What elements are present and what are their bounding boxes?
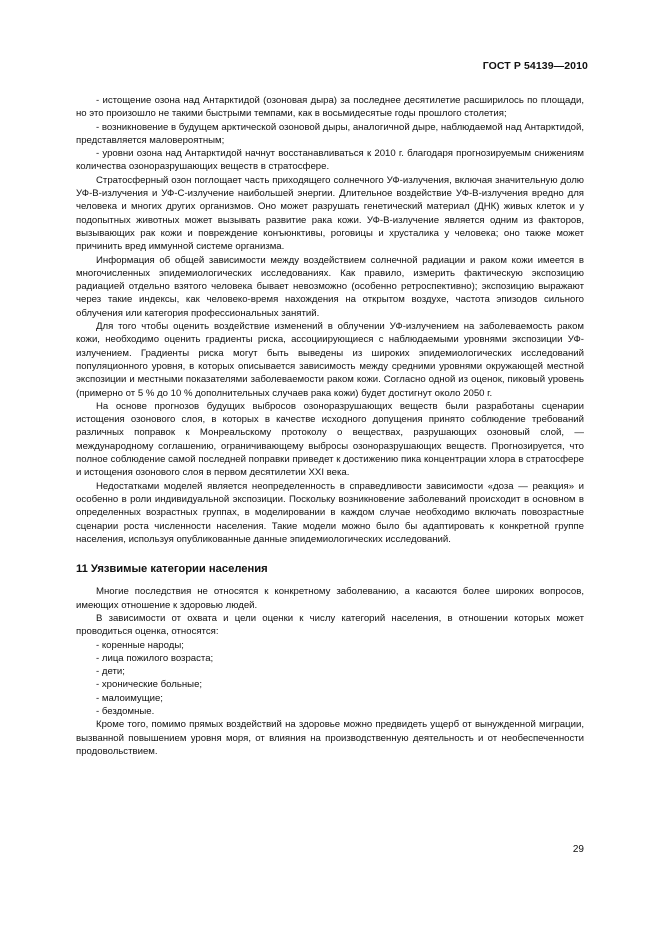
document-header-standard-id: ГОСТ Р 54139—2010 (482, 60, 588, 72)
paragraph-section-intro-1: Многие последствия не относятся к конкретному заболеванию, а касаются более широких вопросов, имеющих отношение к здоровью людей. (76, 586, 584, 611)
paragraph-arctic-hole: - возникновение в будущем арктической озоновой дыры, аналогичной дыре, наблюдаемой над Антарктидой, представляется маловероятным; (76, 121, 584, 146)
paragraph-depletion-scenarios: На основе прогнозов будущих выбросов озоноразрушающих веществ были разработаны сценарии истощения озонового слоя, в которых в качестве исходного допущения принято соблюдение требований различных поправок к Монреальскому протоколу о веществах, разрушающих озоновый слой, — международному соглашению, ограничивающему выбросы озоноразрушающих веществ. Прогнозируется, что полное соблюдение самой последней поправки приведет к достижению пика концентрации хлора в стратосфере и истощения озонового слоя в первом десятилетии XXI века. (76, 400, 584, 479)
paragraph-section-intro-2: В зависимости от охвата и цели оценки к числу категорий населения, в отношении которых может проводиться оценка, относятся: (76, 612, 584, 638)
list-item: - лица пожилого возраста; (96, 652, 214, 664)
paragraph-ozone-antarctic: - истощение озона над Антарктидой (озоновая дыра) за последнее десятилетие расширилось по площади, но это произошло не такими быстрыми темпами, как в восьмидесятые годы прошлого столетия; (76, 95, 584, 120)
page-number: 29 (572, 844, 584, 855)
paragraph-ozone-recovery: - уровни озона над Антарктидой начнут восстанавливаться к 2010 г. благодаря прогнозируемым снижениям количества озоноразрушающих веществ в стратосфере. (76, 148, 584, 173)
list-item: - бездомные. (96, 706, 155, 718)
paragraph-model-limitations: Недостатками моделей является неопределенность в справедливости зависимости «доза — реакция» и особенно в роли индивидуальной экспозиции. Поскольку возникновение заболеваний происходит в основном в определенных возрастных группах, в моделировании в каждом случае необходимо включать повозрастные сценарии роста численности населения. Такие модели можно было бы адаптировать к конкретной группе населения, используя опубликованные данные эпидемиологических исследований. (76, 480, 584, 545)
list-item: - дети; (96, 666, 125, 678)
paragraph-skin-cancer-info: Информация об общей зависимости между воздействием солнечной радиации и раком кожи имеется в многочисленных эпидемиологических исследованиях. Как правило, измерить фактическую экспозицию радиацией отдельно взятого человека бывает невозможно (особенно ретроспективно); экспозицию выражают через такие индексы, как человеко-время нахождения на открытом воздухе, частота эпизодов сильного облучения или категория профессиональных занятий. (76, 254, 584, 319)
vulnerable-groups-list (76, 639, 584, 719)
paragraph-risk-gradients: Для того чтобы оценить воздействие изменений в облучении УФ-излучением на заболеваемость раком кожи, необходимо оценить градиенты риска, ассоциирующиеся с наблюдаемыми уровнями экспозиции УФ-излучением. Градиенты риска могут быть выведены из широких эпидемиологических исследований популяционного уровня, в которых описывается зависимость между средними уровнями окружающей местной экспозиции и местными показателями заболеваемости раком кожи. Согласно одной из оценок, пиковый уровень (примерно от 5 % до 10 % дополнительных случаев рака кожи) будет достигнут около 2050 г. (76, 321, 584, 399)
list-item: - малоимущие; (96, 692, 163, 704)
section-title: 11 Уязвимые категории населения (76, 563, 268, 576)
list-item: - хронические больные; (96, 679, 203, 691)
paragraph-section-outro: Кроме того, помимо прямых воздействий на здоровье можно предвидеть ущерб от вынужденной миграции, вызванной повышением уровня моря, от влияния на производственную деятельность и от необеспеченности продовольствием. (76, 719, 584, 757)
page-content (76, 94, 584, 758)
list-item: - коренные народы; (96, 639, 184, 651)
paragraph-stratospheric-ozone: Стратосферный озон поглощает часть приходящего солнечного УФ-излучения, включая значительную долю УФ-В-излучения и УФ-С-излучение наибольшей энергии. Длительное воздействие УФ-В-излучения вредно для человека и многих других организмов. Оно может разрушать генетический материал (ДНК) живых клеток и у подопытных животных может вызывать развитие рака кожи. УФ-В-излучение является одним из факторов, вызывающих рак кожи и повреждение конъюнктивы, роговицы и хрусталика у человека; оно также может причинить вред иммунной системе организма. (76, 174, 584, 253)
